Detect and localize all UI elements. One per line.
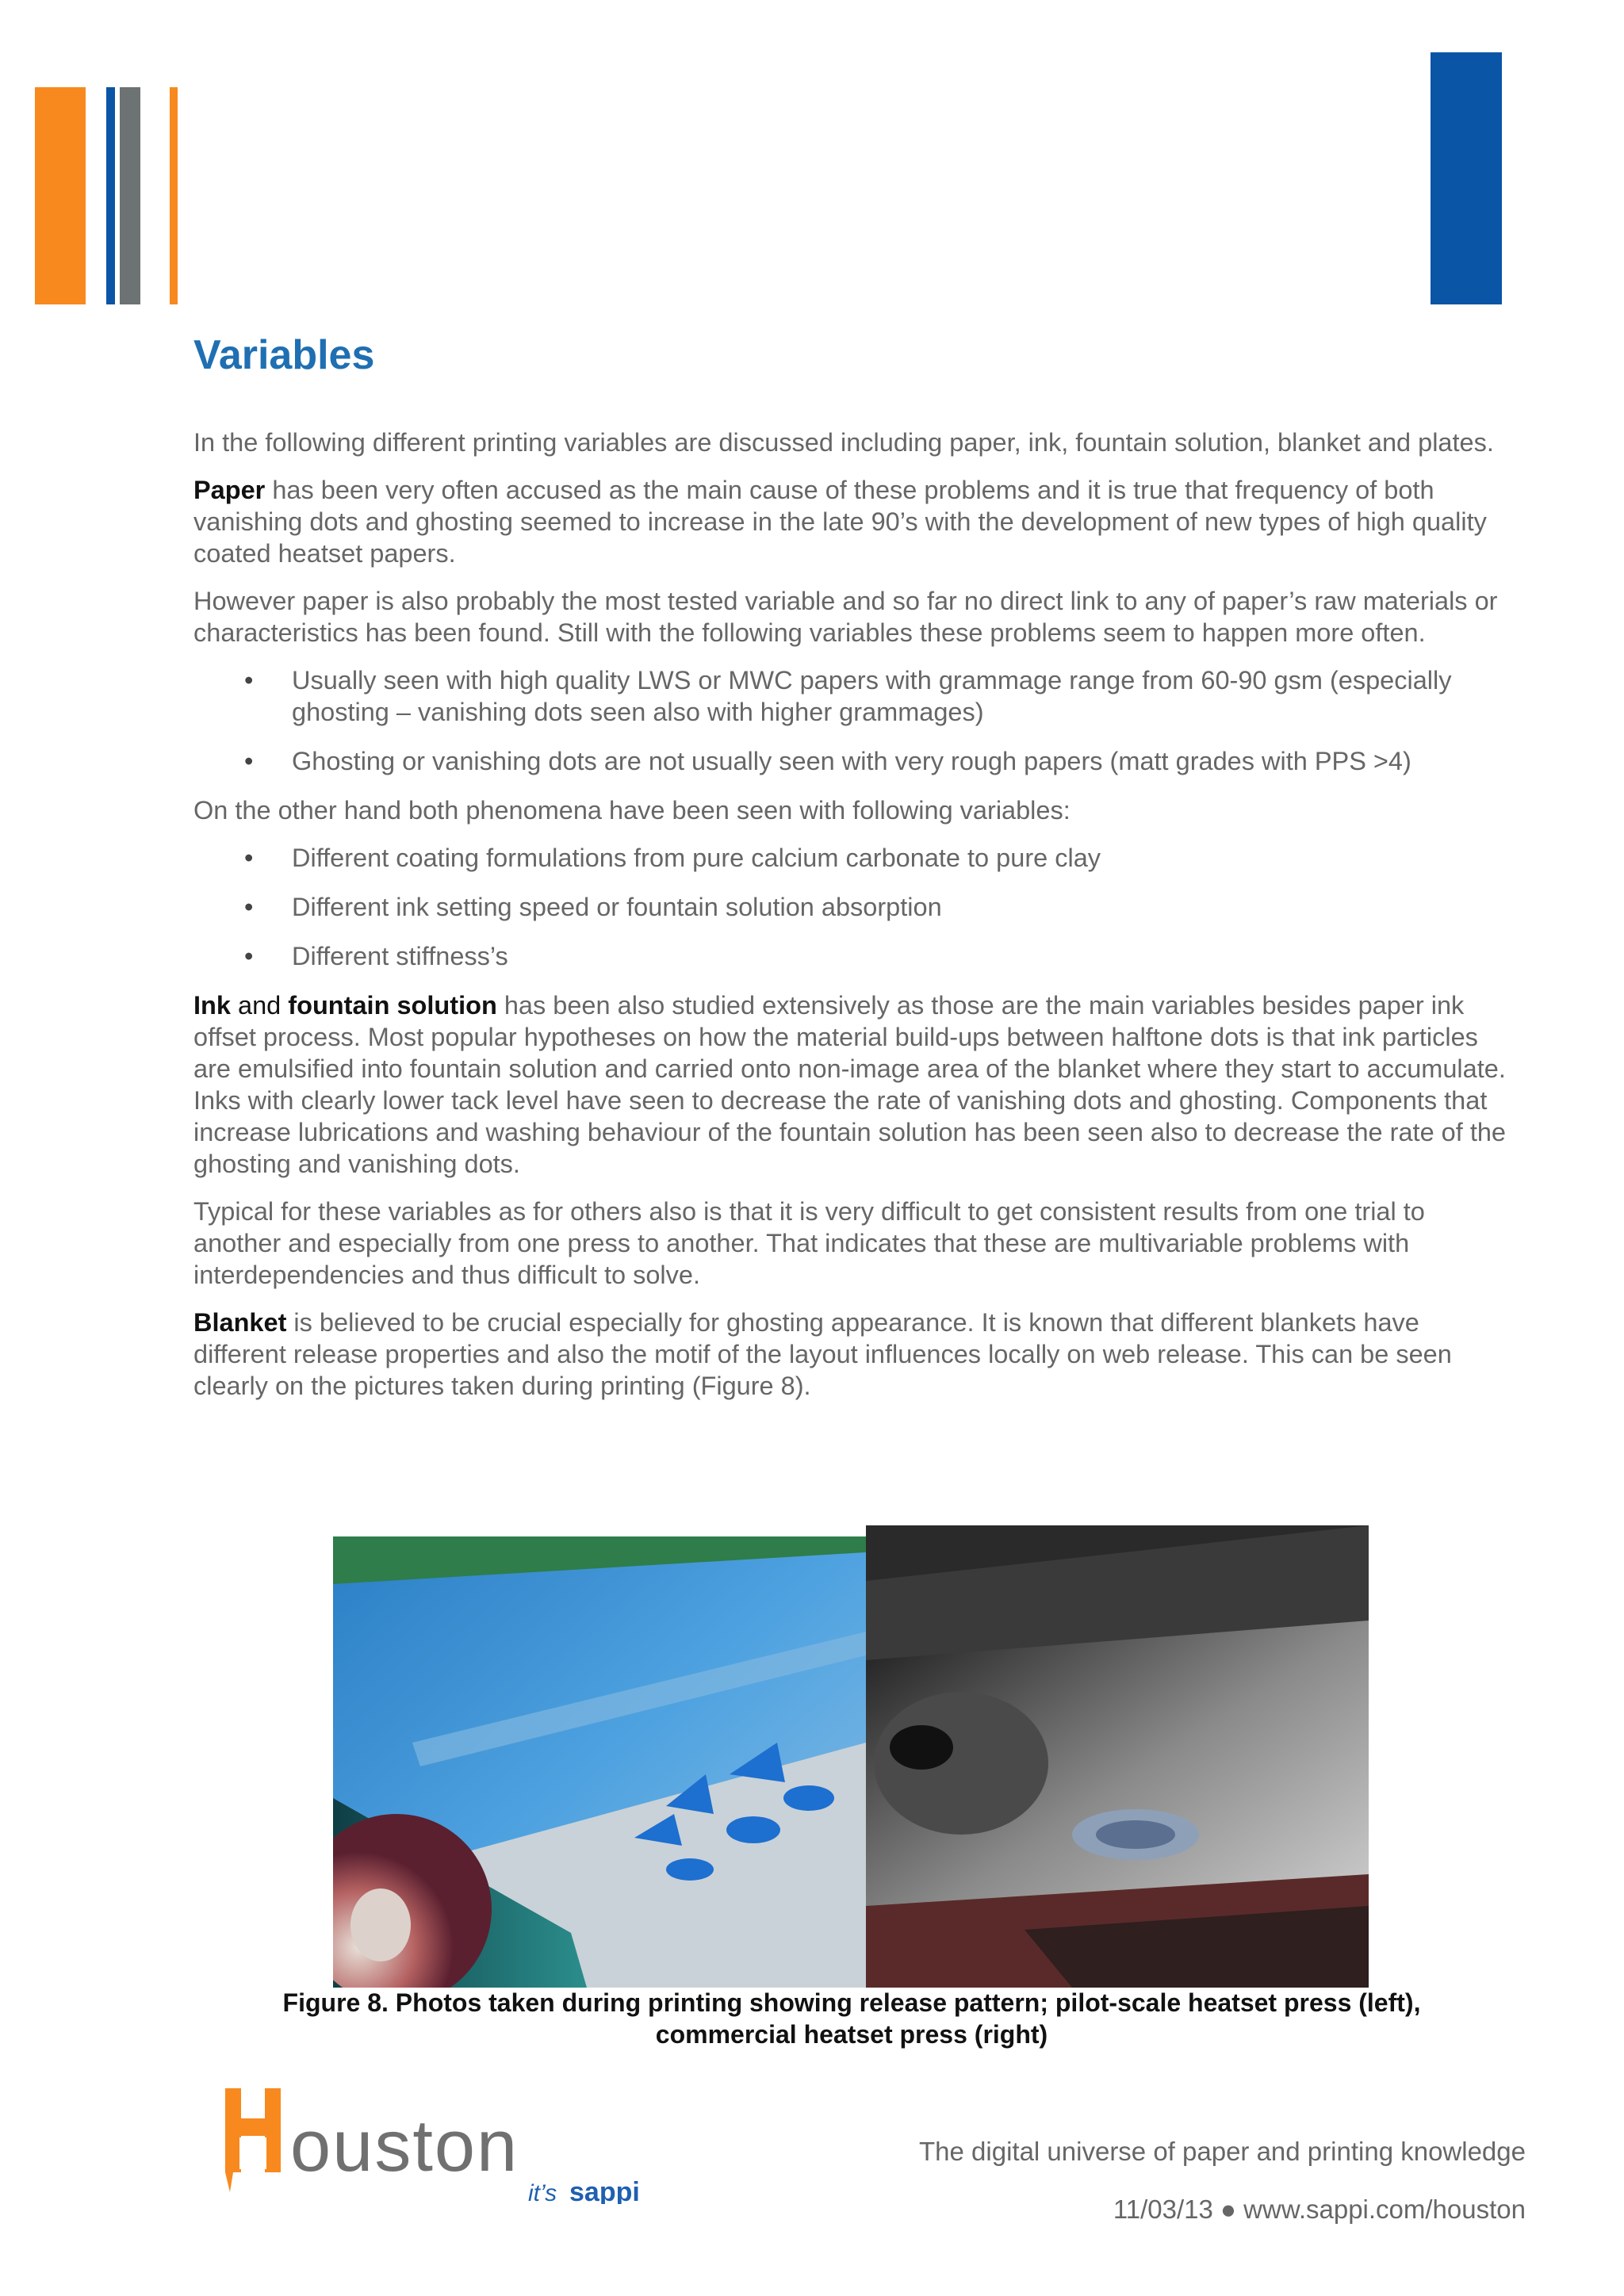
footer-date-url: 11/03/13 ● www.sappi.com/houston [1113, 2195, 1526, 2224]
photo-commercial-press [866, 1525, 1369, 1988]
commercial-press-image [866, 1525, 1369, 1988]
fountain-term: fountain solution [288, 991, 497, 1020]
and-word: and [230, 991, 289, 1020]
body-text [193, 427, 1510, 1418]
bullet-list-variables [193, 842, 1510, 972]
caption-line-1: Figure 8. Photos taken during printing showing release pattern; pilot-scale heatset press (left), [282, 1988, 1421, 2017]
paper-term: Paper [193, 476, 266, 504]
blanket-text: is believed to be crucial especially for ghosting appearance. It is known that different blankets have different release properties and also the motif of the layout influences locally on web release. This can be seen clearly on the pictures taken during printing (Figure 8). [193, 1308, 1452, 1400]
list-item: • Different ink setting speed or fountain solution absorption [292, 891, 1510, 923]
however-paragraph: However paper is also probably the most tested variable and so far no direct link to any of paper’s raw materials or characteristics has been found. Still with the following variables these problems seem to happen more often. [193, 587, 1498, 647]
bullet-list-papers [193, 664, 1510, 777]
caption-line-2: commercial heatset press (right) [655, 2020, 1048, 2049]
page-title: Variables [193, 332, 375, 378]
paper-paragraph [193, 474, 1510, 569]
intro-paragraph: In the following different printing variables are discussed including paper, ink, fountain solution, blanket and plates. [193, 428, 1494, 457]
header-bar-blue-thin [106, 87, 115, 304]
photo-pilot-press [333, 1536, 866, 1988]
figure-caption [193, 1987, 1510, 2050]
list-item: • Usually seen with high quality LWS or MWC papers with grammage range from 60-90 gsm (especially ghosting – vanishing dots seen also with higher grammages) [292, 664, 1510, 728]
ink-text: has been also studied extensively as those are the main variables besides paper ink offset process. Most popular hypotheses on how the material build-ups between halftone dots is that ink particles are emulsified into fountain solution and carried onto non-image area of the blanket where they start to accumulate. Inks with clearly lower tack level have seen to decrease the rate of vanishing dots and ghosting. Components that increase lubrications and washing behaviour of the fountain solution has been seen also to decrease the rate of the ghosting and vanishing dots. [193, 991, 1506, 1178]
list-item: • Ghosting or vanishing dots are not usually seen with very rough papers (matt grades with PPS >4) [292, 745, 1510, 777]
other-hand-paragraph: On the other hand both phenomena have been seen with following variables: [193, 796, 1071, 825]
typical-paragraph: Typical for these variables as for others also is that it is very difficult to get consistent results from one trial to another and especially from one press to another. That indicates that these are multivariable problems with interdependencies and thus difficult to solve. [193, 1197, 1425, 1289]
header-bar-orange-thin [170, 87, 178, 304]
paper-text: has been very often accused as the main cause of these problems and it is true that frequency of both vanishing dots and ghosting seemed to increase in the late 90’s with the development of new types of high quality coated heatset papers. [193, 476, 1487, 568]
footer-tagline: The digital universe of paper and printing knowledge [919, 2137, 1526, 2166]
houston-logo-mark [222, 2085, 650, 2204]
houston-logo [222, 2085, 650, 2204]
ink-term: Ink [193, 991, 231, 1020]
logo-sappi: sappi [569, 2177, 640, 2204]
pilot-press-image [333, 1536, 866, 1988]
list-item: • Different stiffness’s [292, 940, 1510, 972]
logo-its: it’s [528, 2180, 557, 2204]
ink-paragraph [193, 989, 1510, 1180]
blanket-paragraph [193, 1307, 1510, 1402]
figure-8 [333, 1536, 1369, 1988]
header-bar-grey [120, 87, 140, 304]
header-bar-blue-right [1431, 52, 1502, 304]
logo-wordmark: ouston [290, 2106, 519, 2187]
blanket-term: Blanket [193, 1308, 287, 1337]
list-item: • Different coating formulations from pure calcium carbonate to pure clay [292, 842, 1510, 874]
header-bar-orange-wide [35, 87, 86, 304]
